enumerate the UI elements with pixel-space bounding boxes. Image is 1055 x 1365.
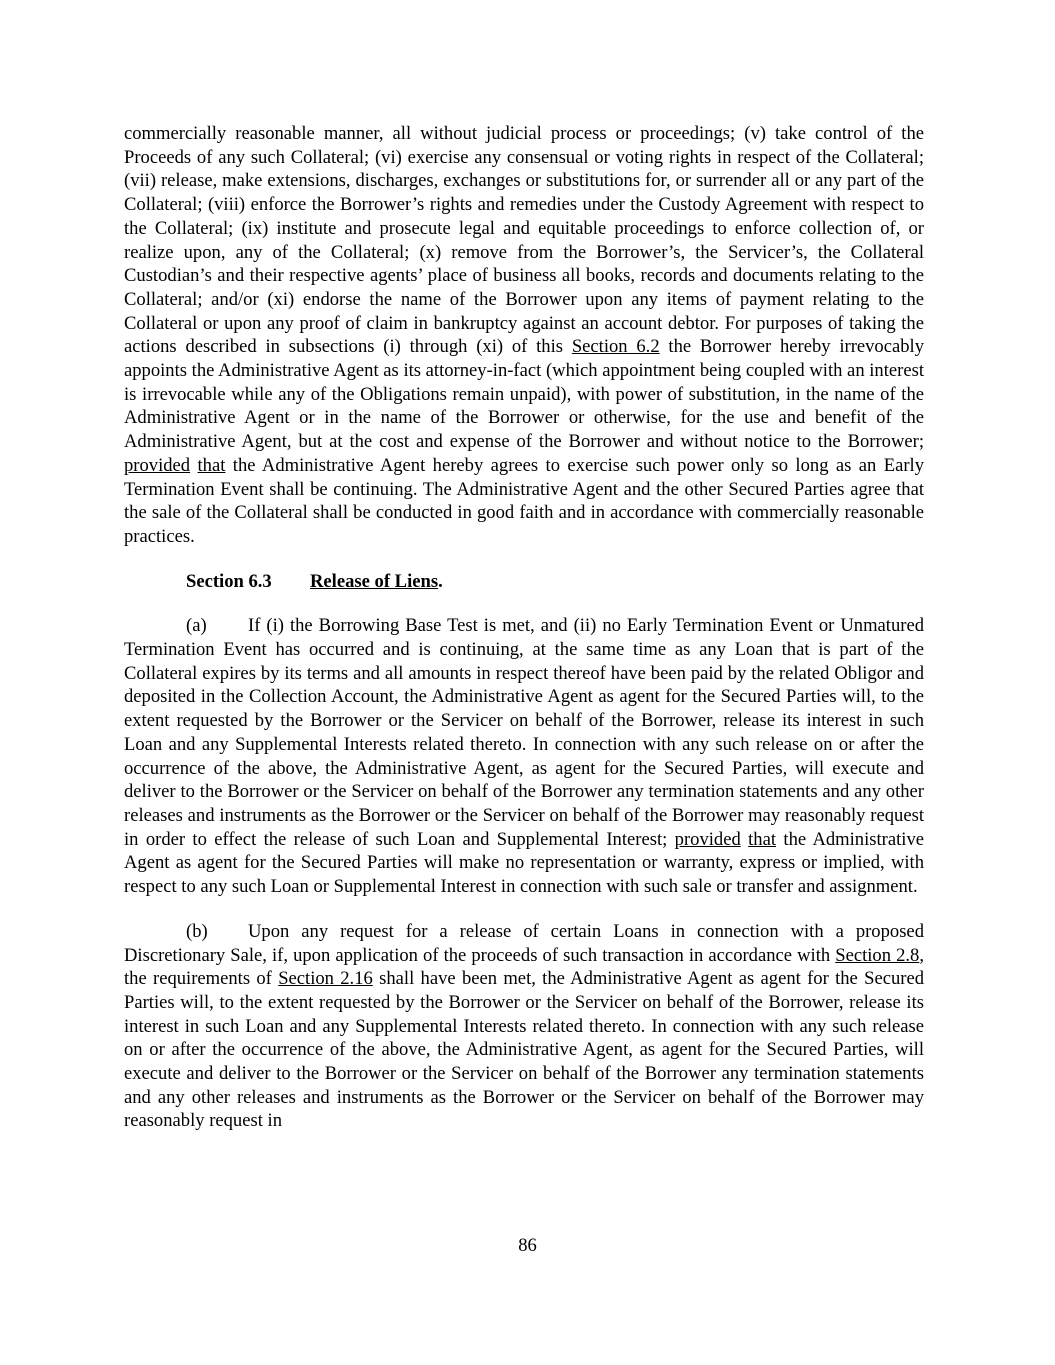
paragraph-text: the Administrative Agent hereby agrees to exercise such power only so long as an Early Termination Event shall be continuing. The Administrative Agent and the other Secured Parties agree that the sale of the Collateral shall be conducted in good faith and in accordance with commercially reasonable practices. — [124, 454, 924, 547]
paragraph-a-label: (a) — [186, 615, 207, 637]
that-term: that — [197, 454, 226, 476]
paragraph-text: the Administrative Agent as agent for the Secured Parties will make no representation or warranty, express or implied, with respect to any such Loan or Supplemental Interest in connection with such sale or transfer and assignment. — [124, 828, 924, 898]
that-term: that — [748, 828, 777, 850]
section-2-16-reference: Section 2.16 — [278, 968, 373, 990]
provided-term: provided — [124, 454, 191, 476]
paragraph-text: the Borrower hereby irrevocably appoints the Administrative Agent as its attorney-in-fact (which appointment being coupled with an interest is irrevocable while any of the Obligations remain unpaid), with power of substitution, in the name of the Administrative Agent or in the name of the Borrower or otherwise, for the use and benefit of the Administrative Agent, but at the cost and expense of the Borrower and without notice to the Borrower; — [124, 336, 924, 453]
paragraph-a — [124, 614, 924, 898]
paragraph-power-of-attorney — [124, 122, 924, 549]
paragraph-text: commercially reasonable manner, all without judicial process or proceedings; (v) take control of the Proceeds of any such Collateral; (vi) exercise any consensual or voting rights in respect of the Collateral; (vii) release, make extensions, discharges, exchanges or substitutions for, or surrender all or any part of the Collateral; (viii) enforce the Borrower’s rights and remedies under the Custody Agreement with respect to the Collateral; (ix) institute and prosecute legal and equitable proceedings to enforce collection of, or realize upon, any of the Collateral; (x) remove from the Borrower’s, the Servicer’s, the Collateral Custodian’s and their respective agents’ place of business all books, records and documents relating to the Collateral; and/or (xi) endorse the name of the Borrower upon any items of payment relating to the Collateral or upon any proof of claim in bankruptcy against an account debtor. For purposes of taking the actions described in subsections (i) through (xi) of this — [124, 123, 924, 358]
section-title-period: . — [438, 570, 443, 592]
section-title: Release of Liens — [310, 570, 439, 592]
section-6-2-reference: Section 6.2 — [571, 336, 660, 358]
section-number: Section 6.3 — [186, 570, 272, 592]
paragraph-text: If (i) the Borrowing Base Test is met, and (ii) no Early Termination Event or Unmatured Termination Event has occurred and is continuing, at the same time as any Loan that is part of the Collateral expires by its terms and all amounts in respect thereof have been paid by the related Obligor and deposited in the Collection Account, the Administrative Agent as agent for the Secured Parties will, to the extent requested by the Borrower or the Servicer on behalf of the Borrower, release its interest in such Loan and any Supplemental Interests related thereto. In connection with any such release on or after the occurrence of the above, the Administrative Agent, as agent for the Secured Parties, will execute and deliver to the Borrower or the Servicer on behalf of the Borrower any termination statements and any other releases and instruments as the Borrower or the Servicer on behalf of the Borrower may reasonably request in order to effect the release of such Loan and Supplemental Interest; — [124, 615, 924, 850]
paragraph-text: shall have been met, the Administrative Agent as agent for the Secured Parties will, to the extent requested by the Borrower or the Servicer on behalf of the Borrower, release its interest in such Loan and any Supplemental Interests related thereto. In connection with any such release on or after the occurrence of the above, the Administrative Agent, as agent for the Secured Parties, will execute and deliver to the Borrower or the Servicer on behalf of the Borrower any termination statements and any other releases and instruments as the Borrower or the Servicer on behalf of the Borrower may reasonably request in — [124, 968, 924, 1132]
provided-term: provided — [674, 828, 741, 850]
paragraph-text: , the requirements of — [124, 944, 924, 990]
section-2-8-reference: Section 2.8 — [835, 944, 920, 966]
document-page — [124, 122, 924, 1133]
paragraph-b — [124, 920, 924, 1133]
paragraph-text: Upon any request for a release of certain Loans in connection with a proposed Discretionary Sale, if, upon application of the proceeds of such transaction in accordance with — [124, 920, 924, 966]
section-heading — [124, 570, 924, 594]
paragraph-b-label: (b) — [186, 920, 208, 942]
page-number: 86 — [518, 1235, 537, 1256]
